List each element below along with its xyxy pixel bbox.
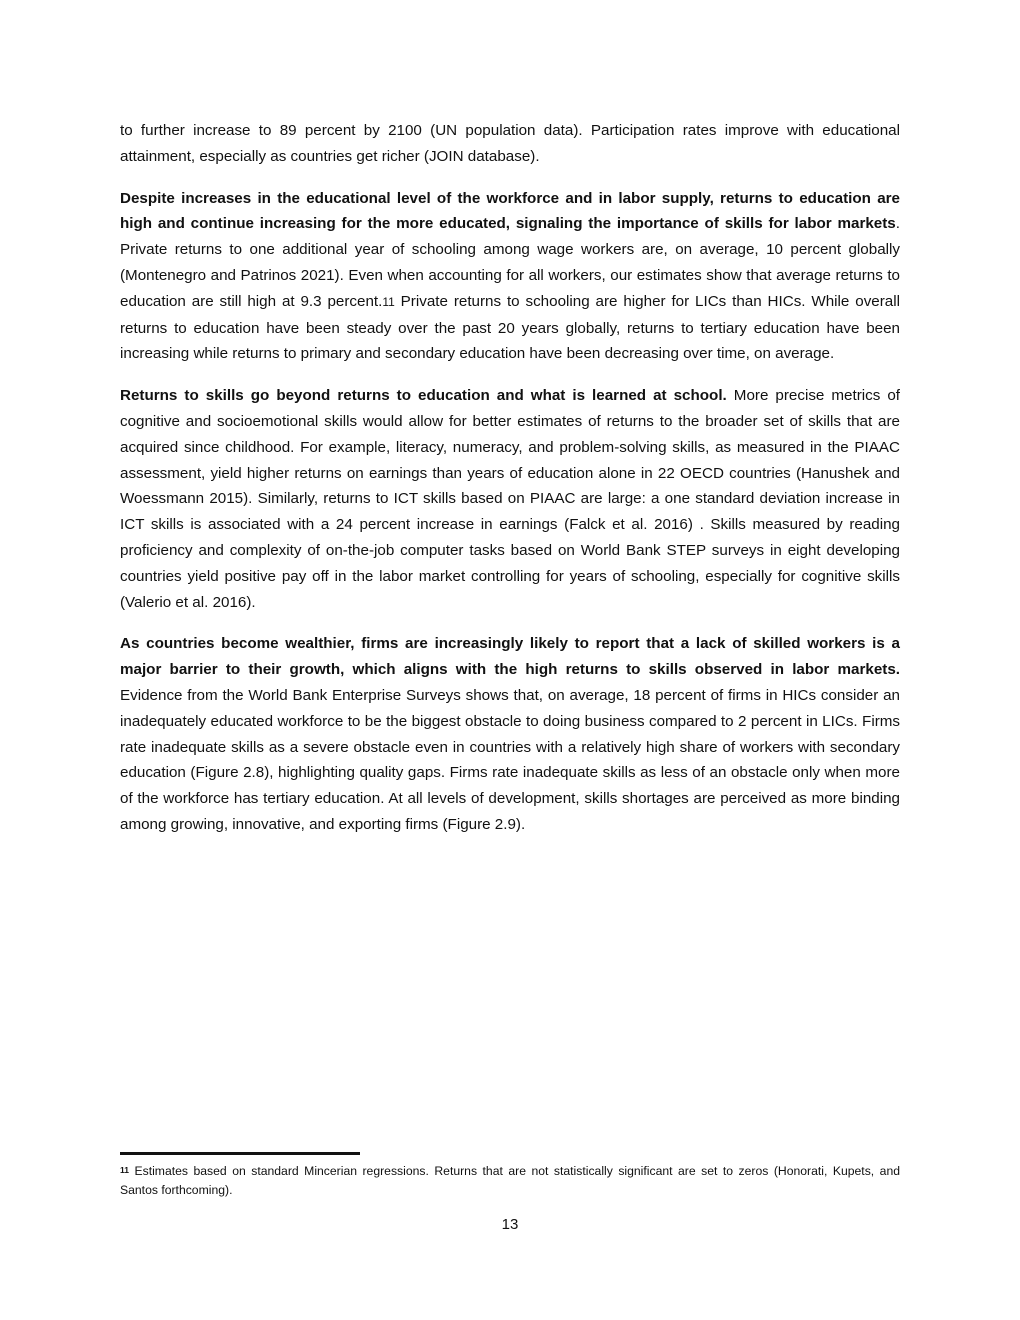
document-body: [120, 118, 900, 854]
footnote-text: Estimates based on standard Mincerian regressions. Returns that are not statistically significant are set to zeros (Honorati, Kupets, and Santos forthcoming).: [120, 1164, 900, 1197]
footnote-number: 11: [120, 1165, 129, 1175]
footnote-reference: 11: [382, 294, 395, 309]
paragraph-body: . Private returns to one additional year of schooling among wage workers are, on average, 10 percent globally (Montenegro and Patrinos 2021). Even when accounting for all workers, our estimates show that average returns to education are still high at 9.3 percent.: [120, 215, 900, 310]
paragraph-lead-sentence: Returns to skills go beyond returns to education and what is learned at school.: [120, 387, 727, 405]
page-number: 13: [501, 1216, 519, 1233]
paragraph-text: to further increase to 89 percent by 2100 (UN population data). Participation rates improve with educational attainment, especially as countries get richer (JOIN database).: [120, 122, 900, 165]
paragraph-lead-sentence: As countries become wealthier, firms are increasingly likely to report that a lack of skilled workers is a major barrier to their growth, which aligns with the high returns to skills observed in labor markets.: [120, 635, 900, 679]
paragraph-body-continued: Private returns to schooling are higher for LICs than HICs. While overall returns to education have been steady over the past 20 years globally, returns to tertiary education have been increasing while returns to primary and secondary education have been decreasing over time, on average.: [120, 292, 900, 363]
paragraph-returns-to-education: [120, 186, 900, 368]
paragraph-lead-sentence: Despite increases in the educational level of the workforce and in labor supply, returns to education are high and continue increasing for the more educated, signaling the importance of skills for labor markets: [120, 189, 900, 233]
paragraph-firms-skills-barrier: [120, 631, 900, 837]
paragraph-body: Evidence from the World Bank Enterprise Surveys shows that, on average, 18 percent of firms in HICs consider an inadequately educated workforce to be the biggest obstacle to doing business compared to 2 percent in LICs. Firms rate inadequate skills as a severe obstacle even in countries with a relatively high share of workers with secondary education (Figure 2.8), highlighting quality gaps. Firms rate inadequate skills as less of an obstacle only when more of the workforce has tertiary education. At all levels of development, skills shortages are perceived as more binding among growing, innovative, and exporting firms (Figure 2.9).: [120, 686, 900, 833]
footnote: [120, 1162, 900, 1200]
paragraph-returns-to-skills: [120, 383, 900, 615]
paragraph-body: More precise metrics of cognitive and socioemotional skills would allow for better estimates of returns to the broader set of skills that are acquired since childhood. For example, literacy, numeracy, and problem-solving skills, as measured in the PIAAC assessment, yield higher returns on earnings than years of education alone in 22 OECD countries (Hanushek and Woessmann 2015). Similarly, returns to ICT skills based on PIAAC are large: a one standard deviation increase in ICT skills is associated with a 24 percent increase in earnings (Falck et al. 2016) . Skills measured by reading proficiency and complexity of on-the-job computer tasks based on World Bank STEP surveys in eight developing countries yield positive pay off in the labor market controlling for years of schooling, especially for cognitive skills (Valerio et al. 2016).: [120, 387, 900, 611]
paragraph-participation-rates: [120, 118, 900, 170]
footnote-separator: [120, 1152, 360, 1155]
